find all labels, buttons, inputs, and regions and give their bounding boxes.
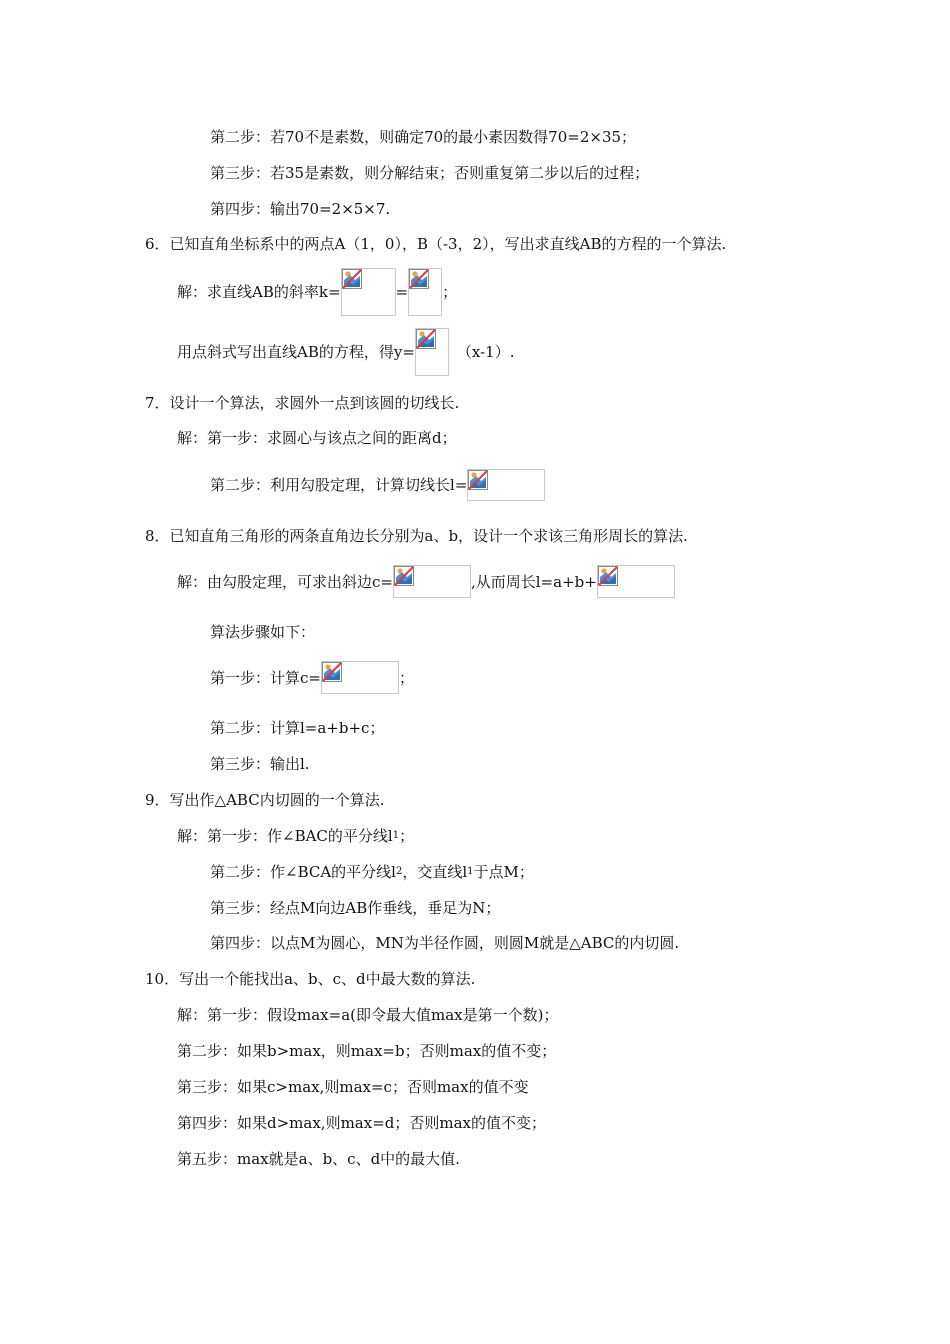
text-segment: 于点M； [473,863,534,881]
q8-solution-line [177,565,675,598]
text-segment: ； [442,283,458,301]
q9-step2-line: 第二步：作∠BCA的平分线l 2 ，交直线l 1 于点M； [210,863,534,881]
broken-image-icon [322,662,342,682]
broken-image-icon [416,329,436,349]
text-segment: 第一步：计算c= [210,668,321,687]
q6-equation-line [177,328,514,376]
question-6: 6．已知直角坐标系中的两点A（1，0），B（-3，2），写出求直线AB的方程的一个算法. [145,235,727,253]
text-segment: 用点斜式写出直线AB的方程，得y= [177,343,415,361]
formula-image [341,268,396,316]
text-segment: ，交直线l [402,863,468,881]
text-line: 解：第一步：求圆心与该点之间的距离d； [177,429,457,447]
broken-image-icon [598,566,618,586]
text-segment: （x-1）. [456,343,515,361]
formula-image [408,268,442,316]
text-line: 第二步：计算l=a+b+c； [210,719,385,737]
formula-image [321,661,399,694]
question-8: 8．已知直角三角形的两条直角边长分别为a、b，设计一个求该三角形周长的算法. [145,527,688,545]
question-10: 10．写出一个能找出a、b、c、d中最大数的算法. [145,970,476,988]
text-segment: 解：第一步：作∠BAC的平分线l [177,827,393,845]
q6-solution-line [177,268,457,316]
text-line: 第四步：如果d>max,则max=d；否则max的值不变； [177,1114,546,1132]
text-line: 第三步：若35是素数，则分解结束；否则重复第二步以后的过程； [210,164,650,182]
broken-image-icon [394,566,414,586]
text-segment: ； [399,827,415,845]
text-line: 第二步：如果b>max，则max=b；否则max的值不变； [177,1042,557,1060]
text-line: 解：第一步：假设max=a(即令最大值max是第一个数)； [177,1006,559,1024]
q8-step1-line [210,661,414,694]
text-segment: 第二步：作∠BCA的平分线l [210,863,396,881]
text-line: 第五步：max就是a、b、c、d中的最大值. [177,1150,460,1168]
text-segment: = [395,283,409,301]
text-line: 第三步：经点M向边AB作垂线，垂足为N； [210,899,501,917]
formula-image [597,565,675,598]
text-segment: 第二步：利用勾股定理，计算切线长l= [210,476,468,494]
text-line: 第四步：输出70=2×5×7. [210,200,391,218]
text-line: 算法步骤如下： [210,623,316,641]
question-9: 9．写出作△ABC内切圆的一个算法. [145,791,385,809]
broken-image-icon [342,269,362,289]
text-line: 第四步：以点M为圆心，MN为半径作圆，则圆M就是△ABC的内切圆. [210,934,680,952]
text-segment: 解：求直线AB的斜率k= [177,283,341,301]
broken-image-icon [409,269,429,289]
text-segment: ,从而周长l=a+b+ [470,572,597,591]
text-line: 第三步：如果c>max,则max=c；否则max的值不变 [177,1078,529,1096]
broken-image-icon [468,470,488,490]
text-segment: 解：由勾股定理，可求出斜边c= [177,572,393,591]
q7-step2-line [210,469,545,501]
formula-image [467,469,545,501]
text-segment: ； [398,668,414,687]
question-7: 7．设计一个算法，求圆外一点到该圆的切线长. [145,394,460,412]
text-line: 第三步：输出l. [210,755,310,773]
formula-image [415,328,449,376]
text-line: 第二步：若70不是素数，则确定70的最小素因数得70=2×35； [210,128,637,146]
q9-step1-line: 解：第一步：作∠BAC的平分线l 1 ； [177,827,415,845]
formula-image [393,565,471,598]
